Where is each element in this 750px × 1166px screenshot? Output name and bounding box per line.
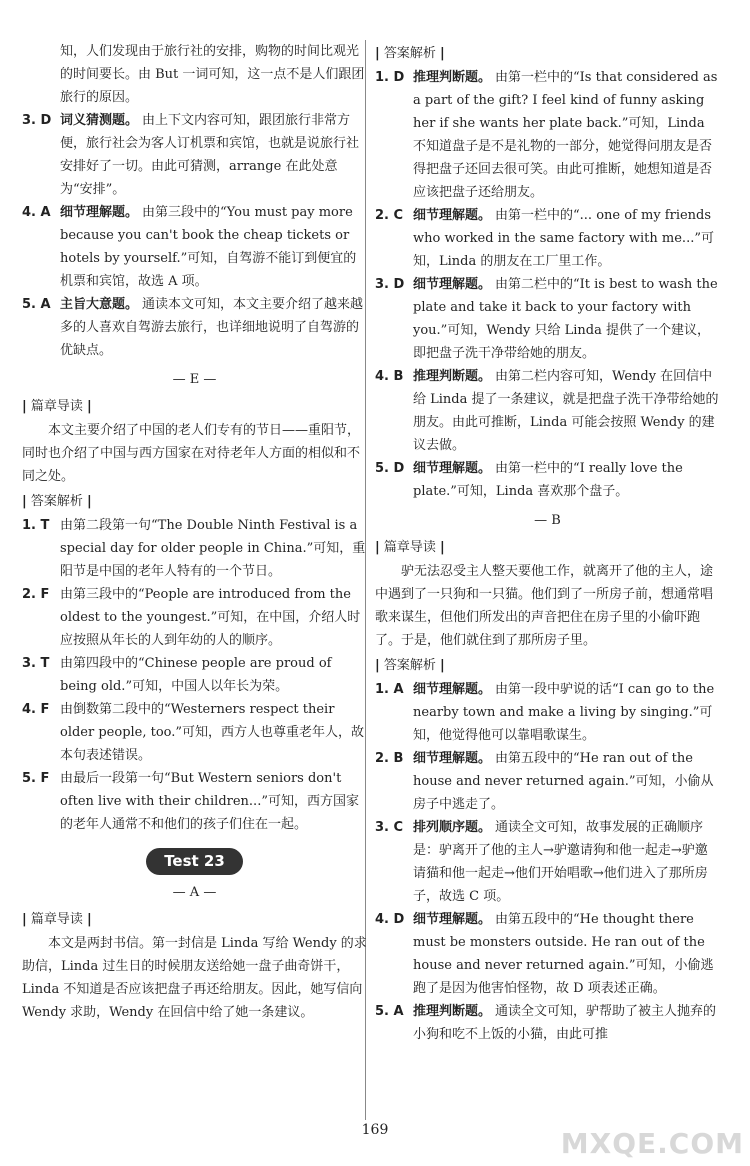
right-column: [375, 40, 720, 1046]
guide-text: 本文主要介绍了中国的老人们专有的节日——重阳节，同时也介绍了中国与西方国家在对待老年人方面的相似和不同之处。: [22, 423, 361, 484]
answer-item: [22, 201, 367, 293]
question-type: 细节理解题。: [413, 461, 492, 476]
answer-heading: | 答案解析 |: [22, 494, 92, 509]
continued-text: 知，人们发现由于旅行社的安排，购物的时间比观光的时间要长。由 But 一词可知，这一点不是人们跟团旅行的原因。: [60, 44, 365, 105]
answer-item: [22, 767, 367, 836]
answer-text: 由上下文内容可知，跟团旅行非常方便，旅行社会为客人订机票和宾馆，也就是说旅行社安排好了一切。由此可猜测，arrange 在此处意为“安排”。: [60, 113, 360, 197]
answer-number: 4. D: [375, 912, 405, 927]
answer-item: [375, 1000, 720, 1046]
answer-number: 2. F: [22, 587, 50, 602]
question-type: 细节理解题。: [413, 751, 492, 766]
answer-text: 由第五段中的“He ran out of the house and never returned again.”可知，小偷从房子中逃走了。: [413, 751, 714, 812]
answer-number: 1. A: [375, 682, 404, 697]
question-type: 细节理解题。: [413, 912, 492, 927]
answer-number: 4. B: [375, 369, 404, 384]
answer-number: 5. D: [375, 461, 405, 476]
answer-number: 2. C: [375, 208, 404, 223]
answer-item: [375, 273, 720, 365]
question-type: 推理判断题。: [413, 369, 492, 384]
answer-text: 由第一栏中的“I really love the plate.”可知，Linda 喜欢那个盘子。: [413, 461, 683, 499]
answer-number: 3. D: [375, 277, 405, 292]
section-a-heading: — A —: [172, 885, 217, 900]
answer-number: 1. T: [22, 518, 50, 533]
answer-text: 由第二段第一句“The Double Ninth Festival is a special day for older people in China.”可知，重阳节是中国的老年人特有的一个节日。: [60, 518, 366, 579]
answer-number: 5. A: [375, 1004, 404, 1019]
answer-text: 由第五段中的“He thought there must be monsters outside. He ran out of the house and never returned again.”可知，小偷逃跑了是因为他害怕怪物，故 D 项表述正确。: [413, 912, 714, 996]
left-column: [22, 40, 367, 1024]
section-b-heading: — B: [534, 513, 561, 528]
answer-label: 答案解析: [383, 46, 436, 61]
answer-item: [22, 514, 367, 583]
question-type: 细节理解题。: [413, 682, 492, 697]
answer-label: 答案解析: [30, 494, 83, 509]
answer-number: 3. T: [22, 656, 50, 671]
answer-item: [375, 66, 720, 204]
answer-heading: | 答案解析 |: [375, 658, 445, 673]
answer-text: 由第四段中的“Chinese people are proud of being old.”可知，中国人以年长为荣。: [60, 656, 332, 694]
answer-item: [375, 816, 720, 908]
question-type: 细节理解题。: [60, 205, 139, 220]
answer-number: 4. F: [22, 702, 50, 717]
answer-item: [22, 293, 367, 362]
answer-text: 通读全文可知，驴帮助了被主人抛弃的小狗和吃不上饭的小猫，由此可推: [413, 1004, 717, 1042]
question-type: 推理判断题。: [413, 1004, 492, 1019]
answer-item: [375, 908, 720, 1000]
answer-number: 5. F: [22, 771, 50, 786]
answer-text: 由倒数第二段中的“Westerners respect their older people, too.”可知，西方人也尊重老年人，故本句表述错误。: [60, 702, 365, 763]
guide-heading: | 篇章导读 |: [375, 540, 445, 555]
section-e-heading: — E —: [172, 372, 217, 387]
answer-number: 4. A: [22, 205, 51, 220]
answer-item: [22, 652, 367, 698]
answer-number: 3. D: [22, 113, 52, 128]
answer-item: [375, 204, 720, 273]
answer-number: 1. D: [375, 70, 405, 85]
answer-item: [22, 698, 367, 767]
answer-label: 答案解析: [383, 658, 436, 673]
page-number: 169: [361, 1122, 389, 1138]
answer-item: [22, 583, 367, 652]
answer-number: 5. A: [22, 297, 51, 312]
answer-text: 由第三段中的“You must pay more because you can't book the cheap tickets or hotels by yourself.”可知，自驾游不能订到便宜的机票和宾馆，故选 A 项。: [60, 205, 357, 289]
question-type: 主旨大意题。: [60, 297, 139, 312]
answer-text: 由第二栏中的“It is best to wash the plate and take it back to your factory with you.”可知，Wendy 只给 Linda 提供了一个建议，即把盘子洗干净带给她的朋友。: [413, 277, 718, 361]
answer-text: 通读全文可知，故事发展的正确顺序是：驴离开了他的主人→驴邀请狗和他一起走→驴邀请猫和他一起走→他们开始唱歌→他们进入了那所房子，故选 C 项。: [413, 820, 708, 904]
answer-text: 由第一段中驴说的话“I can go to the nearby town and make a living by singing.”可知，他觉得他可以靠唱歌谋生。: [413, 682, 715, 743]
guide-label: 篇章导读: [30, 399, 83, 414]
guide-text: 驴无法忍受主人整天要他工作，就离开了他的主人，途中遇到了一只狗和一只猫。他们到了一所房子前，想通常唱歌来谋生，但他们所发出的声音把住在房子里的小偷吓跑了。于是，他们就住到了那所房子里。: [375, 564, 714, 648]
site-watermark: MXQE.COM: [560, 1127, 744, 1160]
answer-text: 由第一栏中的“Is that considered as a part of the gift? I feel kind of funny asking her if she wants her plate back.”可知，Linda 不知道盘子是不是礼物的一部分，她觉得问朋友是否得把盘子还回去很可笑。由此可推断，她想知道是否应该把盘子还给朋友。: [413, 70, 718, 200]
guide-text: 本文是两封书信。第一封信是 Linda 写给 Wendy 的求助信，Linda 过生日的时候朋友送给她一盘子曲奇饼干，Linda 不知道是否应该把盘子再还给朋友。因此，她写信向 Wendy 求助，Wendy 在回信中给了她一条建议。: [22, 936, 367, 1020]
answer-text: 由第二栏内容可知，Wendy 在回信中给 Linda 提了一条建议，就是把盘子洗干净带给她的朋友。由此可推断，Linda 可能会按照 Wendy 的建议去做。: [413, 369, 719, 453]
answer-item: [375, 678, 720, 747]
answer-text: 由最后一段第一句“But Western seniors don't often live with their children...”可知，西方国家的老年人通常不和他们的孩子们住在一起。: [60, 771, 359, 832]
guide-heading: | 篇章导读 |: [22, 912, 92, 927]
question-type: 词义猜测题。: [60, 113, 139, 128]
question-type: 细节理解题。: [413, 277, 492, 292]
answer-item: [375, 365, 720, 457]
question-type: 细节理解题。: [413, 208, 492, 223]
answer-item: [375, 747, 720, 816]
answer-item: [375, 457, 720, 503]
question-type: 排列顺序题。: [413, 820, 492, 835]
answer-number: 2. B: [375, 751, 404, 766]
answer-number: 3. C: [375, 820, 404, 835]
answer-text: 由第一栏中的“... one of my friends who worked in the same factory with me...”可知，Linda 的朋友在工厂里工作。: [413, 208, 714, 269]
question-type: 推理判断题。: [413, 70, 492, 85]
answer-text: 通读本文可知，本文主要介绍了越来越多的人喜欢自驾游去旅行，也详细地说明了自驾游的优缺点。: [60, 297, 364, 358]
guide-label: 篇章导读: [30, 912, 83, 927]
answer-text: 由第三段中的“People are introduced from the oldest to the youngest.”可知，在中国，介绍人时应按照从年长的人到年幼的人的顺序。: [60, 587, 361, 648]
guide-label: 篇章导读: [383, 540, 436, 555]
test-badge: Test 23: [146, 848, 243, 875]
guide-heading: | 篇章导读 |: [22, 399, 92, 414]
answer-heading: | 答案解析 |: [375, 46, 445, 61]
answer-item: [22, 109, 367, 201]
